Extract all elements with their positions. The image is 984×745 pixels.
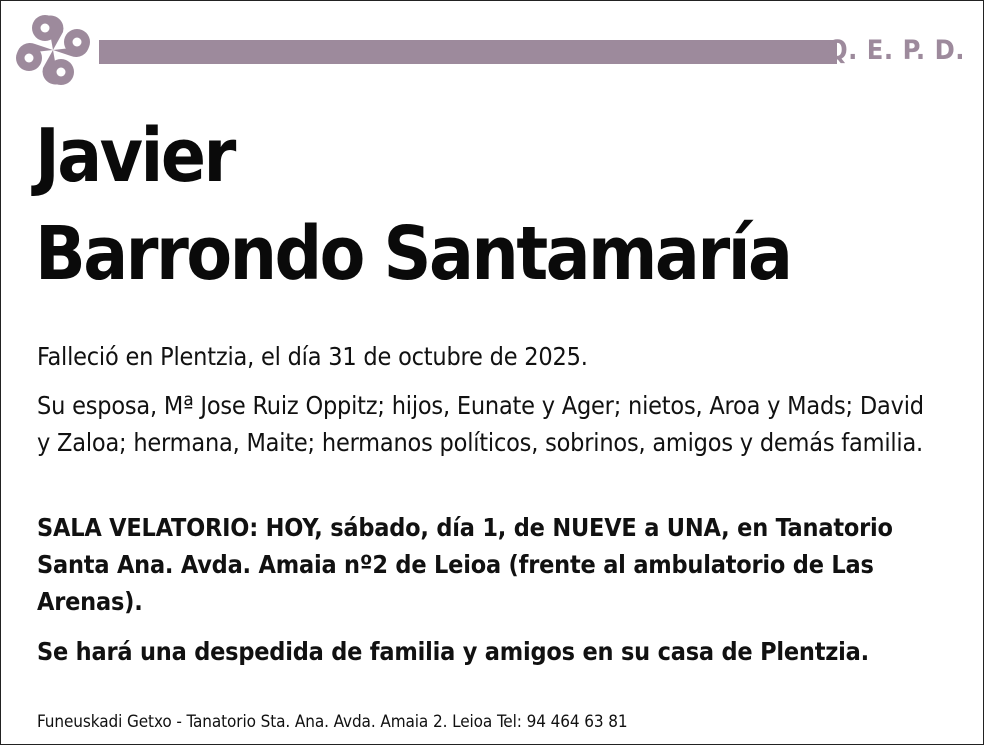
deceased-first-name: Javier — [35, 113, 234, 199]
family-list-text: Su esposa, Mª Jose Ruiz Oppitz; hijos, Eunate y Ager; nietos, Aroa y Mads; David y Zaloa; hermana, Maite; hermanos políticos, sobrinos, amigos y demás familia. — [37, 391, 924, 457]
header-divider-bar — [99, 40, 837, 64]
qepd-label: Q. E. P. D. — [826, 35, 965, 66]
wake-info-text: SALA VELATORIO: HOY, sábado, día 1, de NUEVE a UNA, en Tanatorio Santa Ana. Avda. Amaia nº2 de Leioa (frente al ambulatorio de Las Arenas). — [37, 513, 893, 616]
farewell-info-text: Se hará una despedida de familia y amigos en su casa de Plentzia. — [37, 637, 869, 666]
funeral-home-footer: Funeuskadi Getxo - Tanatorio Sta. Ana. Avda. Amaia 2. Leioa Tel: 94 464 63 81 — [37, 712, 628, 732]
lauburu-icon — [13, 12, 93, 88]
death-notice-text: Falleció en Plentzia, el día 31 de octubre de 2025. — [37, 342, 588, 371]
deceased-surnames: Barrondo Santamaría — [35, 211, 791, 297]
